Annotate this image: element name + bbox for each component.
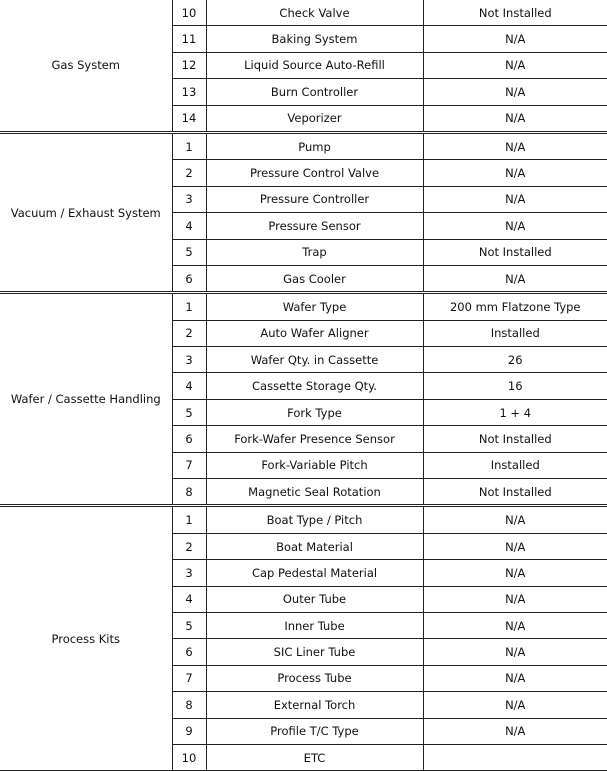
value-cell: N/A — [423, 612, 607, 638]
value-cell: 16 — [423, 373, 607, 399]
no-cell: 6 — [172, 639, 206, 665]
no-cell: 3 — [172, 560, 206, 586]
item-cell: Magnetic Seal Rotation — [206, 479, 423, 506]
item-cell: Pressure Control Valve — [206, 160, 423, 186]
no-cell: 7 — [172, 665, 206, 691]
item-cell: Cassette Storage Qty. — [206, 373, 423, 399]
item-cell: Cap Pedestal Material — [206, 560, 423, 586]
no-cell: 10 — [172, 744, 206, 770]
no-cell: 5 — [172, 239, 206, 265]
value-cell — [423, 744, 607, 770]
value-cell: Installed — [423, 452, 607, 478]
table-row — [0, 293, 607, 320]
value-cell: N/A — [423, 586, 607, 612]
no-cell: 2 — [172, 160, 206, 186]
value-cell: Not Installed — [423, 239, 607, 265]
item-cell: Process Tube — [206, 665, 423, 691]
item-cell: Boat Material — [206, 533, 423, 559]
no-cell: 4 — [172, 373, 206, 399]
no-cell: 4 — [172, 213, 206, 239]
no-cell: 9 — [172, 718, 206, 744]
category-cell: Gas System — [0, 0, 172, 132]
value-cell: N/A — [423, 186, 607, 212]
no-cell: 11 — [172, 26, 206, 52]
table-row — [0, 506, 607, 533]
no-cell: 3 — [172, 186, 206, 212]
no-cell: 5 — [172, 612, 206, 638]
item-cell: Pressure Sensor — [206, 213, 423, 239]
category-cell: Wafer / Cassette Handling — [0, 293, 172, 506]
item-cell: Baking System — [206, 26, 423, 52]
value-cell: N/A — [423, 26, 607, 52]
value-cell: Not Installed — [423, 479, 607, 506]
value-cell: N/A — [423, 105, 607, 132]
value-cell: 200 mm Flatzone Type — [423, 293, 607, 320]
no-cell: 13 — [172, 79, 206, 105]
value-cell: N/A — [423, 639, 607, 665]
no-cell: 2 — [172, 533, 206, 559]
item-cell: Wafer Qty. in Cassette — [206, 347, 423, 373]
item-cell: Pump — [206, 132, 423, 159]
no-cell: 2 — [172, 320, 206, 346]
item-cell: Fork-Variable Pitch — [206, 452, 423, 478]
no-cell: 10 — [172, 0, 206, 26]
item-cell: Burn Controller — [206, 79, 423, 105]
table-row — [0, 132, 607, 159]
no-cell: 14 — [172, 105, 206, 132]
item-cell: Liquid Source Auto-Refill — [206, 52, 423, 78]
no-cell: 12 — [172, 52, 206, 78]
value-cell: N/A — [423, 52, 607, 78]
item-cell: External Torch — [206, 692, 423, 718]
item-cell: Gas Cooler — [206, 265, 423, 292]
item-cell: Auto Wafer Aligner — [206, 320, 423, 346]
value-cell: N/A — [423, 665, 607, 691]
item-cell: Inner Tube — [206, 612, 423, 638]
no-cell: 1 — [172, 506, 206, 533]
item-cell: Check Valve — [206, 0, 423, 26]
item-cell: Trap — [206, 239, 423, 265]
item-cell: Profile T/C Type — [206, 718, 423, 744]
no-cell: 7 — [172, 452, 206, 478]
no-cell: 8 — [172, 479, 206, 506]
no-cell: 4 — [172, 586, 206, 612]
value-cell: N/A — [423, 160, 607, 186]
item-cell: Veporizer — [206, 105, 423, 132]
value-cell: Installed — [423, 320, 607, 346]
value-cell: N/A — [423, 692, 607, 718]
no-cell: 3 — [172, 347, 206, 373]
category-cell: Process Kits — [0, 506, 172, 771]
item-cell: SIC Liner Tube — [206, 639, 423, 665]
category-cell: Vacuum / Exhaust System — [0, 132, 172, 292]
item-cell: ETC — [206, 744, 423, 770]
no-cell: 8 — [172, 692, 206, 718]
value-cell: N/A — [423, 560, 607, 586]
item-cell: Boat Type / Pitch — [206, 506, 423, 533]
value-cell: Not Installed — [423, 0, 607, 26]
no-cell: 1 — [172, 132, 206, 159]
no-cell: 5 — [172, 399, 206, 425]
no-cell: 6 — [172, 265, 206, 292]
value-cell: 26 — [423, 347, 607, 373]
value-cell: N/A — [423, 506, 607, 533]
value-cell: N/A — [423, 533, 607, 559]
value-cell: N/A — [423, 718, 607, 744]
value-cell: N/A — [423, 132, 607, 159]
value-cell: N/A — [423, 79, 607, 105]
value-cell: N/A — [423, 213, 607, 239]
item-cell: Wafer Type — [206, 293, 423, 320]
value-cell: N/A — [423, 265, 607, 292]
no-cell: 6 — [172, 426, 206, 452]
item-cell: Fork-Wafer Presence Sensor — [206, 426, 423, 452]
no-cell: 1 — [172, 293, 206, 320]
value-cell: Not Installed — [423, 426, 607, 452]
item-cell: Fork Type — [206, 399, 423, 425]
item-cell: Outer Tube — [206, 586, 423, 612]
value-cell: 1 + 4 — [423, 399, 607, 425]
table-row — [0, 0, 607, 26]
item-cell: Pressure Controller — [206, 186, 423, 212]
